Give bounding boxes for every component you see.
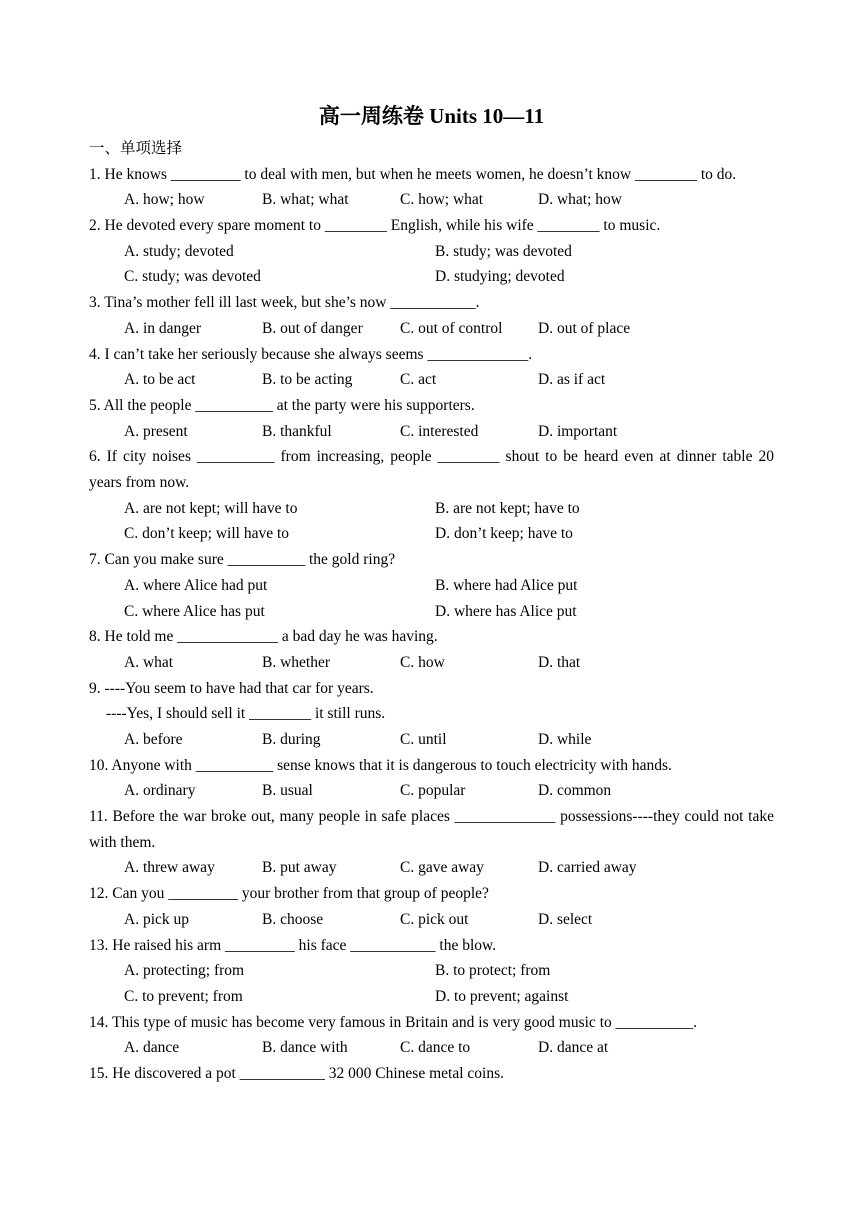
- option-b: B. during: [262, 730, 321, 748]
- option-b: B. to protect; from: [435, 962, 551, 980]
- question-9: [89, 676, 774, 727]
- option-a: A. threw away: [124, 859, 215, 877]
- option-d: D. don’t keep; have to: [435, 525, 573, 543]
- options-row: [89, 496, 774, 522]
- option-b: B. to be acting: [262, 371, 353, 389]
- question-stem: 15. He discovered a pot ___________ 32 000 Chinese metal coins.: [89, 1065, 504, 1083]
- option-c: C. out of control: [400, 319, 503, 337]
- options-row: [89, 958, 774, 984]
- option-a: A. before: [124, 730, 183, 748]
- option-d: D. where has Alice put: [435, 602, 577, 620]
- option-b: B. thankful: [262, 422, 332, 440]
- question-stem-reply: ----Yes, I should sell it ________ it still runs.: [106, 705, 386, 723]
- question-2: [89, 213, 774, 239]
- option-b: B. dance with: [262, 1039, 348, 1057]
- question-stem: 4. I can’t take her seriously because she always seems _____________.: [89, 345, 533, 363]
- question-12: [89, 881, 774, 907]
- option-d: D. studying; devoted: [435, 268, 565, 286]
- option-c: C. pick out: [400, 910, 469, 928]
- question-stem: 2. He devoted every spare moment to ________ English, while his wife ________ to music.: [89, 217, 661, 235]
- option-d: D. to prevent; against: [435, 987, 569, 1005]
- option-c: C. study; was devoted: [124, 268, 261, 286]
- question-10: [89, 753, 774, 779]
- question-stem: 7. Can you make sure __________ the gold ring?: [89, 551, 396, 569]
- option-d: D. what; how: [538, 191, 622, 209]
- option-c: C. how: [400, 653, 445, 671]
- question-13: [89, 933, 774, 959]
- option-a: A. ordinary: [124, 782, 196, 800]
- option-a: A. protecting; from: [124, 962, 245, 980]
- option-c: C. where Alice has put: [124, 602, 265, 620]
- option-c: C. gave away: [400, 859, 484, 877]
- option-c: C. interested: [400, 422, 479, 440]
- option-a: A. to be act: [124, 371, 196, 389]
- option-a: A. how; how: [124, 191, 205, 209]
- question-stem: 9. ----You seem to have had that car for years.: [89, 679, 374, 697]
- options-row: [89, 727, 774, 753]
- option-a: A. study; devoted: [124, 242, 234, 260]
- option-d: D. common: [538, 782, 612, 800]
- option-b: B. study; was devoted: [435, 242, 572, 260]
- question-stem: 8. He told me _____________ a bad day he was having.: [89, 628, 438, 646]
- option-c: C. until: [400, 730, 447, 748]
- option-c: C. to prevent; from: [124, 987, 243, 1005]
- option-c: C. popular: [400, 782, 466, 800]
- option-d: D. that: [538, 653, 581, 671]
- options-row: [89, 573, 774, 599]
- question-stem: 1. He knows _________ to deal with men, but when he meets women, he doesn’t know ________ to do.: [89, 165, 737, 183]
- options-row: [89, 264, 774, 290]
- question-8: [89, 624, 774, 650]
- question-stem: 6. If city noises __________ from increasing, people ________ shout to be heard even at dinner table 20 years from now.: [89, 448, 774, 492]
- question-11: [89, 804, 774, 855]
- option-b: B. are not kept; have to: [435, 499, 580, 517]
- option-c: C. act: [400, 371, 437, 389]
- question-6: [89, 444, 774, 495]
- options-row: [89, 907, 774, 933]
- option-d: D. dance at: [538, 1039, 609, 1057]
- options-row: [89, 239, 774, 265]
- option-b: B. usual: [262, 782, 313, 800]
- page-title: 高一周练卷 Units 10—11: [318, 104, 545, 128]
- question-7: [89, 547, 774, 573]
- option-a: A. what: [124, 653, 174, 671]
- question-15: [89, 1061, 774, 1087]
- option-c: C. don’t keep; will have to: [124, 525, 290, 543]
- options-row: [89, 367, 774, 393]
- question-stem: 11. Before the war broke out, many people in safe places _____________ possessions----they could not take with them.: [89, 808, 774, 851]
- question-1: [89, 162, 774, 188]
- option-b: B. whether: [262, 653, 331, 671]
- option-c: C. how; what: [400, 191, 484, 209]
- option-b: B. where had Alice put: [435, 576, 578, 594]
- option-b: B. out of danger: [262, 319, 363, 337]
- options-row: [89, 984, 774, 1010]
- option-a: A. where Alice had put: [124, 576, 268, 594]
- question-5: [89, 393, 774, 419]
- option-a: A. in danger: [124, 319, 202, 337]
- options-row: [89, 778, 774, 804]
- option-d: D. out of place: [538, 319, 631, 337]
- option-b: B. what; what: [262, 191, 349, 209]
- question-4: [89, 342, 774, 368]
- question-stem: 3. Tina’s mother fell ill last week, but she’s now ___________.: [89, 294, 480, 312]
- options-row: [89, 521, 774, 547]
- question-stem: 13. He raised his arm _________ his face ___________ the blow.: [89, 936, 497, 954]
- options-row: [89, 650, 774, 676]
- option-a: A. are not kept; will have to: [124, 499, 298, 517]
- options-row: [89, 316, 774, 342]
- question-stem: 5. All the people __________ at the party were his supporters.: [89, 396, 475, 414]
- question-14: [89, 1010, 774, 1036]
- question-3: [89, 290, 774, 316]
- options-row: [89, 599, 774, 625]
- option-d: D. important: [538, 422, 618, 440]
- options-row: [89, 419, 774, 445]
- options-row: [89, 1035, 774, 1061]
- option-b: B. choose: [262, 910, 324, 928]
- option-a: A. dance: [124, 1039, 180, 1057]
- options-row: [89, 855, 774, 881]
- option-d: D. as if act: [538, 371, 606, 389]
- option-d: D. while: [538, 730, 592, 748]
- option-c: C. dance to: [400, 1039, 471, 1057]
- options-row: [89, 187, 774, 213]
- option-d: D. select: [538, 910, 593, 928]
- worksheet-page: [89, 100, 774, 1087]
- question-stem: 14. This type of music has become very famous in Britain and is very good music to __________.: [89, 1013, 697, 1031]
- option-a: A. pick up: [124, 910, 190, 928]
- option-d: D. carried away: [538, 859, 637, 877]
- question-stem: 12. Can you _________ your brother from that group of people?: [89, 885, 489, 903]
- option-a: A. present: [124, 422, 188, 440]
- option-b: B. put away: [262, 859, 337, 877]
- question-stem: 10. Anyone with __________ sense knows that it is dangerous to touch electricity with hands.: [89, 756, 672, 774]
- section-heading: 一、单项选择: [89, 140, 183, 157]
